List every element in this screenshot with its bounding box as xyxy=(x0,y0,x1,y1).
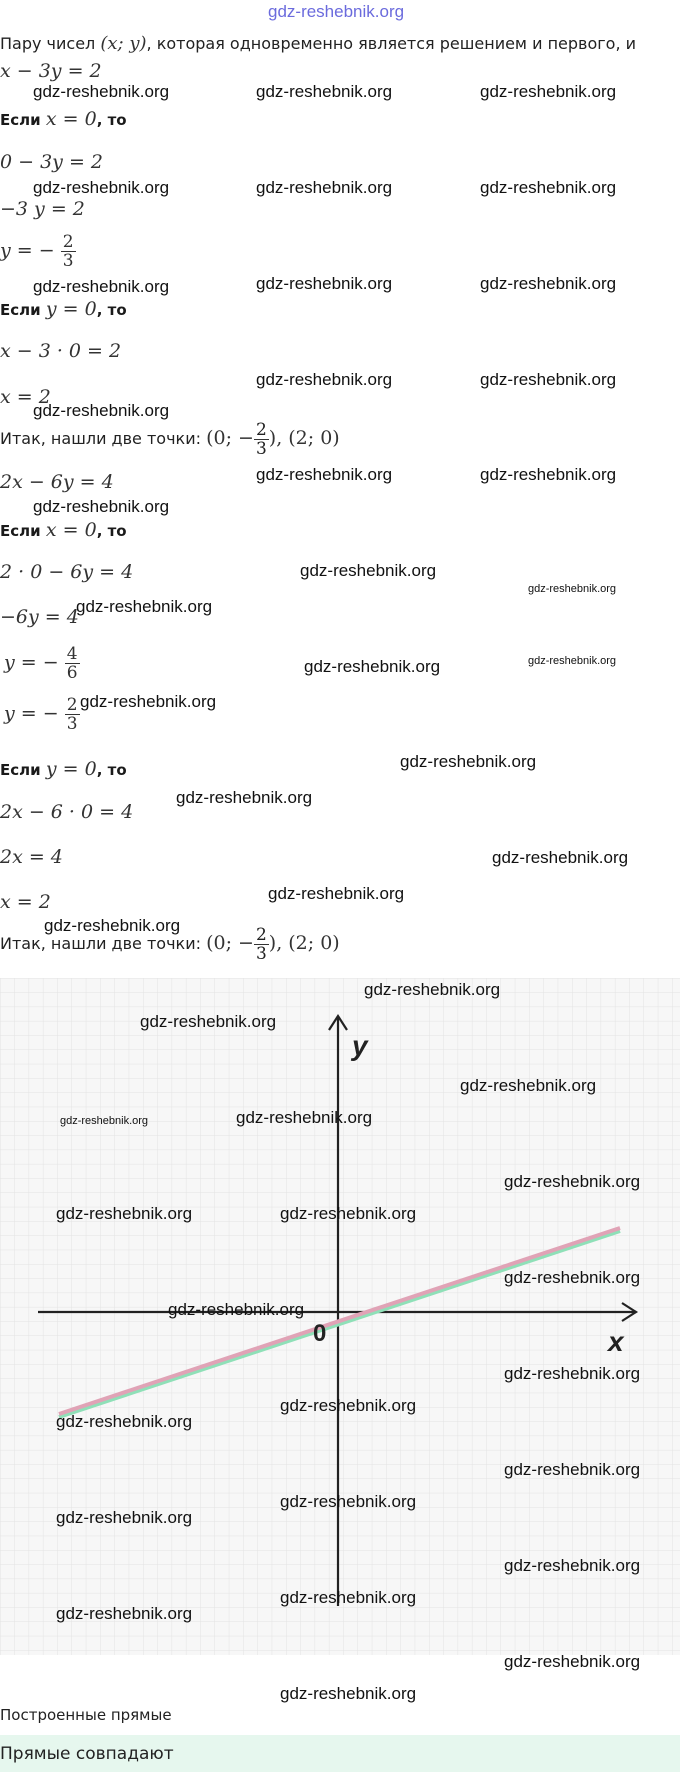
watermark: gdz-reshebnik.org xyxy=(268,884,405,903)
watermark: gdz-reshebnik.org xyxy=(280,1204,417,1223)
x-axis-label: x xyxy=(608,1326,624,1357)
step-5: x = 2 xyxy=(0,386,51,408)
intro-line xyxy=(0,33,636,54)
step-11: 2x = 4 xyxy=(0,846,63,868)
watermark: gdz-reshebnik.org xyxy=(504,1652,641,1671)
watermark: gdz-reshebnik.org xyxy=(460,1076,597,1095)
fraction-numerator: 2 xyxy=(255,420,267,440)
fraction-lhs: y = − xyxy=(4,702,59,725)
fraction-lhs: y = − xyxy=(4,651,59,674)
case-suffix: , то xyxy=(96,522,127,540)
watermark: gdz-reshebnik.org xyxy=(504,1172,641,1191)
watermark: gdz-reshebnik.org xyxy=(56,1412,193,1431)
case-suffix: , то xyxy=(96,111,127,129)
watermark: gdz-reshebnik.org xyxy=(33,82,170,101)
case-suffix: , то xyxy=(96,761,127,779)
watermark: gdz-reshebnik.org xyxy=(168,1300,305,1319)
site-link[interactable]: gdz-reshebnik.org xyxy=(268,2,405,21)
watermark: gdz-reshebnik.org xyxy=(56,1204,193,1223)
watermark: gdz-reshebnik.org xyxy=(33,497,170,516)
watermark: gdz-reshebnik.org xyxy=(236,1108,373,1127)
found-points-1 xyxy=(0,421,340,458)
point-close: ), (2; 0) xyxy=(268,932,340,954)
watermark: gdz-reshebnik.org xyxy=(528,583,617,595)
fraction-denominator: 3 xyxy=(255,944,267,964)
origin-label: 0 xyxy=(313,1320,327,1347)
watermark: gdz-reshebnik.org xyxy=(256,370,393,389)
graph-caption: Построенные прямые xyxy=(0,1706,172,1724)
fraction-denominator: 6 xyxy=(66,663,78,683)
watermark: gdz-reshebnik.org xyxy=(256,82,393,101)
case-y-zero-1 xyxy=(0,298,127,320)
watermark: gdz-reshebnik.org xyxy=(256,465,393,484)
point-open: (0; − xyxy=(206,427,254,449)
watermark: gdz-reshebnik.org xyxy=(280,1396,417,1415)
fraction-numerator: 2 xyxy=(62,232,74,252)
step-9-fraction xyxy=(4,696,80,733)
watermark: gdz-reshebnik.org xyxy=(256,274,393,293)
watermark: gdz-reshebnik.org xyxy=(492,848,629,867)
case-math: y = 0 xyxy=(45,758,97,780)
case-x-zero-1 xyxy=(0,108,127,130)
watermark: gdz-reshebnik.org xyxy=(280,1684,417,1703)
watermark: gdz-reshebnik.org xyxy=(504,1268,641,1287)
found-label: Итак, нашли две точки: xyxy=(0,934,201,953)
point-fraction xyxy=(254,421,269,458)
step-1: 0 − 3y = 2 xyxy=(0,151,103,173)
case-math: x = 0 xyxy=(45,519,97,541)
watermark: gdz-reshebnik.org xyxy=(480,465,617,484)
case-label: Если xyxy=(0,522,41,540)
fraction-denominator: 3 xyxy=(255,439,267,459)
case-label: Если xyxy=(0,301,41,319)
intro-prefix: Пару чисел xyxy=(0,34,96,53)
case-label: Если xyxy=(0,761,41,779)
watermark: gdz-reshebnik.org xyxy=(504,1364,641,1383)
watermark: gdz-reshebnik.org xyxy=(528,655,617,667)
watermark: gdz-reshebnik.org xyxy=(480,370,617,389)
watermark: gdz-reshebnik.org xyxy=(400,752,537,771)
equation-1: x − 3y = 2 xyxy=(0,60,102,82)
intro-pair: (x; y) xyxy=(100,33,147,54)
fraction xyxy=(65,645,80,682)
watermark: gdz-reshebnik.org xyxy=(56,1604,193,1623)
watermark: gdz-reshebnik.org xyxy=(480,178,617,197)
case-x-zero-2 xyxy=(0,519,127,541)
answer-text: Прямые совпадают xyxy=(0,1744,174,1764)
case-math: y = 0 xyxy=(45,298,97,320)
watermark: gdz-reshebnik.org xyxy=(256,178,393,197)
case-suffix: , то xyxy=(96,301,127,319)
intro-suffix: , которая одновременно является решением и первого, и xyxy=(146,34,637,53)
step-12: x = 2 xyxy=(0,891,51,913)
step-8-fraction xyxy=(4,645,80,682)
watermark: gdz-reshebnik.org xyxy=(140,1012,277,1031)
step-6: 2 · 0 − 6y = 4 xyxy=(0,561,134,583)
fraction-numerator: 4 xyxy=(66,644,78,664)
fraction-lhs: y = − xyxy=(0,239,55,262)
case-y-zero-2 xyxy=(0,758,127,780)
step-2: −3 y = 2 xyxy=(0,198,85,220)
watermark: gdz-reshebnik.org xyxy=(304,657,441,676)
watermark: gdz-reshebnik.org xyxy=(504,1460,641,1479)
fraction-denominator: 3 xyxy=(66,714,78,734)
watermark: gdz-reshebnik.org xyxy=(364,980,501,999)
watermark: gdz-reshebnik.org xyxy=(80,692,217,711)
fraction-denominator: 3 xyxy=(62,251,74,271)
step-7: −6y = 4 xyxy=(0,606,79,628)
equation-2: 2x − 6y = 4 xyxy=(0,471,114,493)
watermark: gdz-reshebnik.org xyxy=(280,1588,417,1607)
watermark: gdz-reshebnik.org xyxy=(300,561,437,580)
found-label: Итак, нашли две точки: xyxy=(0,429,201,448)
watermark: gdz-reshebnik.org xyxy=(504,1556,641,1575)
watermark: gdz-reshebnik.org xyxy=(44,916,181,935)
watermark: gdz-reshebnik.org xyxy=(56,1508,193,1527)
watermark: gdz-reshebnik.org xyxy=(280,1492,417,1511)
watermark: gdz-reshebnik.org xyxy=(33,401,170,420)
watermark: gdz-reshebnik.org xyxy=(33,277,170,296)
watermark: gdz-reshebnik.org xyxy=(480,274,617,293)
fraction xyxy=(61,233,76,270)
step-3-fraction xyxy=(0,233,76,270)
watermark: gdz-reshebnik.org xyxy=(76,597,213,616)
fraction xyxy=(65,696,80,733)
case-label: Если xyxy=(0,111,41,129)
case-math: x = 0 xyxy=(45,108,97,130)
step-10: 2x − 6 · 0 = 4 xyxy=(0,801,134,823)
point-open: (0; − xyxy=(206,932,254,954)
y-axis-label: y xyxy=(352,1030,368,1061)
watermark: gdz-reshebnik.org xyxy=(60,1115,149,1127)
watermark: gdz-reshebnik.org xyxy=(176,788,313,807)
fraction-numerator: 2 xyxy=(255,925,267,945)
watermark: gdz-reshebnik.org xyxy=(33,178,170,197)
point-close: ), (2; 0) xyxy=(268,427,340,449)
point-fraction xyxy=(254,926,269,963)
watermark: gdz-reshebnik.org xyxy=(480,82,617,101)
step-4: x − 3 · 0 = 2 xyxy=(0,340,122,362)
fraction-numerator: 2 xyxy=(66,695,78,715)
